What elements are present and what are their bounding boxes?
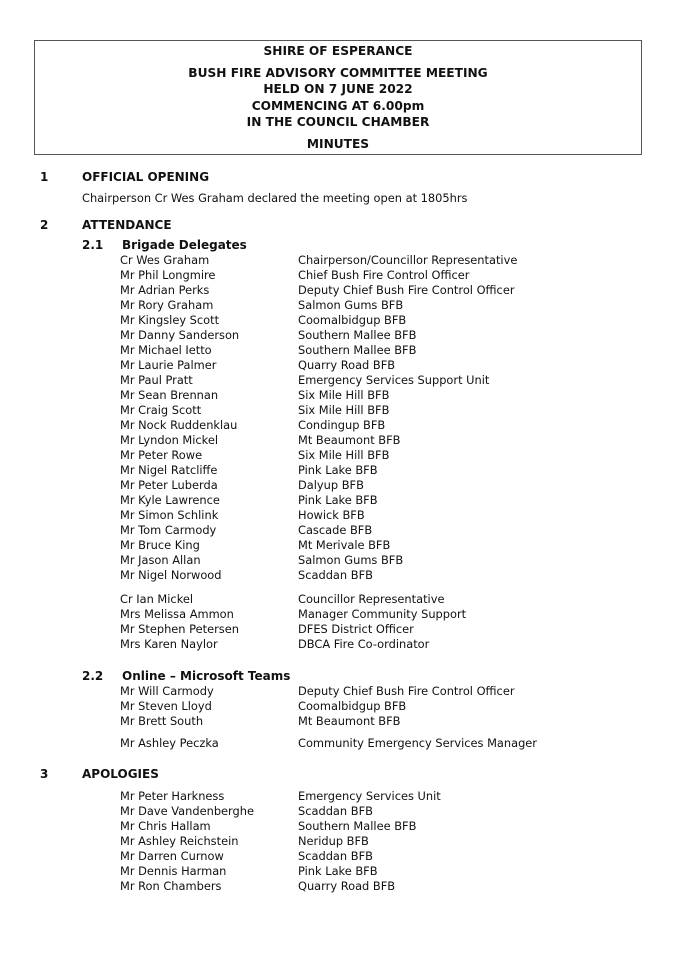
attendee-role: Pink Lake BFB xyxy=(298,493,378,507)
attendee-name: Mr Bruce King xyxy=(120,538,200,552)
attendee-role: Six Mile Hill BFB xyxy=(298,403,390,417)
attendee-role: Dalyup BFB xyxy=(298,478,364,492)
attendee-name: Mr Peter Rowe xyxy=(120,448,203,462)
attendee-name: Mr Chris Hallam xyxy=(120,819,211,833)
attendee-name: Mr Darren Curnow xyxy=(120,849,224,863)
attendee-name: Mrs Melissa Ammon xyxy=(120,607,234,621)
attendee-name: Mr Peter Luberda xyxy=(120,478,218,492)
section-number: 3 xyxy=(40,767,49,781)
attendee-role: Emergency Services Unit xyxy=(298,789,441,803)
attendee-role: Mt Beaumont BFB xyxy=(298,433,401,447)
org-name: SHIRE OF ESPERANCE xyxy=(263,44,413,58)
subsection-heading-brigade: Brigade Delegates xyxy=(122,238,247,252)
attendee-name: Mrs Karen Naylor xyxy=(120,637,218,651)
attendee-role: Mt Merivale BFB xyxy=(298,538,391,552)
section-number: 1 xyxy=(40,170,49,184)
section-heading-apologies: APOLOGIES xyxy=(82,767,159,781)
document-type: MINUTES xyxy=(306,136,370,151)
attendee-role: Six Mile Hill BFB xyxy=(298,448,390,462)
subsection-number: 2.1 xyxy=(82,238,104,252)
attendee-role: Salmon Gums BFB xyxy=(298,553,404,567)
section-number: 2 xyxy=(40,218,49,232)
attendee-name: Mr Laurie Palmer xyxy=(120,358,217,372)
meeting-location: IN THE COUNCIL CHAMBER xyxy=(246,115,430,129)
attendee-name: Mr Adrian Perks xyxy=(120,283,210,297)
attendee-name: Mr Lyndon Mickel xyxy=(120,433,219,447)
attendee-role: Coomalbidgup BFB xyxy=(298,699,407,713)
attendee-name: Mr Nigel Norwood xyxy=(120,568,222,582)
attendee-role: Southern Mallee BFB xyxy=(298,343,417,357)
attendee-name: Cr Ian Mickel xyxy=(120,592,194,606)
attendee-name: Mr Ashley Peczka xyxy=(120,736,219,750)
attendee-name: Mr Rory Graham xyxy=(120,298,214,312)
attendee-name: Mr Simon Schlink xyxy=(120,508,219,522)
attendee-role: Mt Beaumont BFB xyxy=(298,714,401,728)
attendee-role: Salmon Gums BFB xyxy=(298,298,404,312)
attendee-role: DFES District Officer xyxy=(298,622,414,636)
attendee-role: Neridup BFB xyxy=(298,834,369,848)
attendee-role: Emergency Services Support Unit xyxy=(298,373,490,387)
attendee-role: Southern Mallee BFB xyxy=(298,328,417,342)
meeting-time: COMMENCING AT 6.00pm xyxy=(251,98,425,113)
meeting-title: BUSH FIRE ADVISORY COMMITTEE MEETING xyxy=(188,65,488,80)
attendee-role: Chairperson/Councillor Representative xyxy=(298,253,518,267)
attendee-role: Community Emergency Services Manager xyxy=(298,736,537,750)
attendee-role: Chief Bush Fire Control Officer xyxy=(298,268,470,282)
attendee-name: Mr Will Carmody xyxy=(120,684,214,698)
attendee-name: Mr Stephen Petersen xyxy=(120,622,239,636)
attendee-role: Southern Mallee BFB xyxy=(298,819,417,833)
attendee-role: Deputy Chief Bush Fire Control Officer xyxy=(298,684,515,698)
document-header xyxy=(34,40,642,155)
attendee-role: Condingup BFB xyxy=(298,418,386,432)
attendee-role: Quarry Road BFB xyxy=(298,879,396,893)
attendee-role: Quarry Road BFB xyxy=(298,358,396,372)
subsection-heading-online: Online – Microsoft Teams xyxy=(122,669,291,683)
attendee-name: Mr Ashley Reichstein xyxy=(120,834,239,848)
attendee-name: Mr Kingsley Scott xyxy=(120,313,220,327)
attendee-name: Mr Peter Harkness xyxy=(120,789,225,803)
section-heading-attendance: ATTENDANCE xyxy=(82,218,172,232)
meeting-date: HELD ON 7 JUNE 2022 xyxy=(263,82,413,96)
attendee-role: Scaddan BFB xyxy=(298,849,373,863)
attendee-name: Mr Nigel Ratcliffe xyxy=(120,463,218,477)
attendee-role: Cascade BFB xyxy=(298,523,373,537)
attendee-name: Mr Brett South xyxy=(120,714,204,728)
attendee-name: Cr Wes Graham xyxy=(120,253,210,267)
subsection-number: 2.2 xyxy=(82,669,104,683)
attendee-role: Pink Lake BFB xyxy=(298,463,378,477)
attendee-name: Mr Jason Allan xyxy=(120,553,201,567)
attendee-name: Mr Ron Chambers xyxy=(120,879,222,893)
attendee-name: Mr Danny Sanderson xyxy=(120,328,240,342)
section-heading-opening: OFFICIAL OPENING xyxy=(82,170,210,184)
attendee-role: DBCA Fire Co-ordinator xyxy=(298,637,430,651)
attendee-name: Mr Craig Scott xyxy=(120,403,202,417)
attendee-name: Mr Steven Lloyd xyxy=(120,699,212,713)
attendee-name: Mr Sean Brennan xyxy=(120,388,219,402)
attendee-role: Coomalbidgup BFB xyxy=(298,313,407,327)
attendee-role: Pink Lake BFB xyxy=(298,864,378,878)
attendee-name: Mr Michael Ietto xyxy=(120,343,212,357)
attendee-name: Mr Paul Pratt xyxy=(120,373,193,387)
attendee-role: Howick BFB xyxy=(298,508,365,522)
attendee-name: Mr Dave Vandenberghe xyxy=(120,804,254,818)
attendee-name: Mr Kyle Lawrence xyxy=(120,493,220,507)
attendee-role: Deputy Chief Bush Fire Control Officer xyxy=(298,283,515,297)
attendee-name: Mr Nock Ruddenklau xyxy=(120,418,238,432)
attendee-role: Scaddan BFB xyxy=(298,568,373,582)
opening-text: Chairperson Cr Wes Graham declared the meeting open at 1805hrs xyxy=(82,191,468,205)
attendee-role: Scaddan BFB xyxy=(298,804,373,818)
attendee-role: Manager Community Support xyxy=(298,607,467,621)
attendee-name: Mr Dennis Harman xyxy=(120,864,227,878)
attendee-role: Six Mile Hill BFB xyxy=(298,388,390,402)
attendee-name: Mr Phil Longmire xyxy=(120,268,216,282)
attendee-role: Councillor Representative xyxy=(298,592,445,606)
attendee-name: Mr Tom Carmody xyxy=(120,523,217,537)
